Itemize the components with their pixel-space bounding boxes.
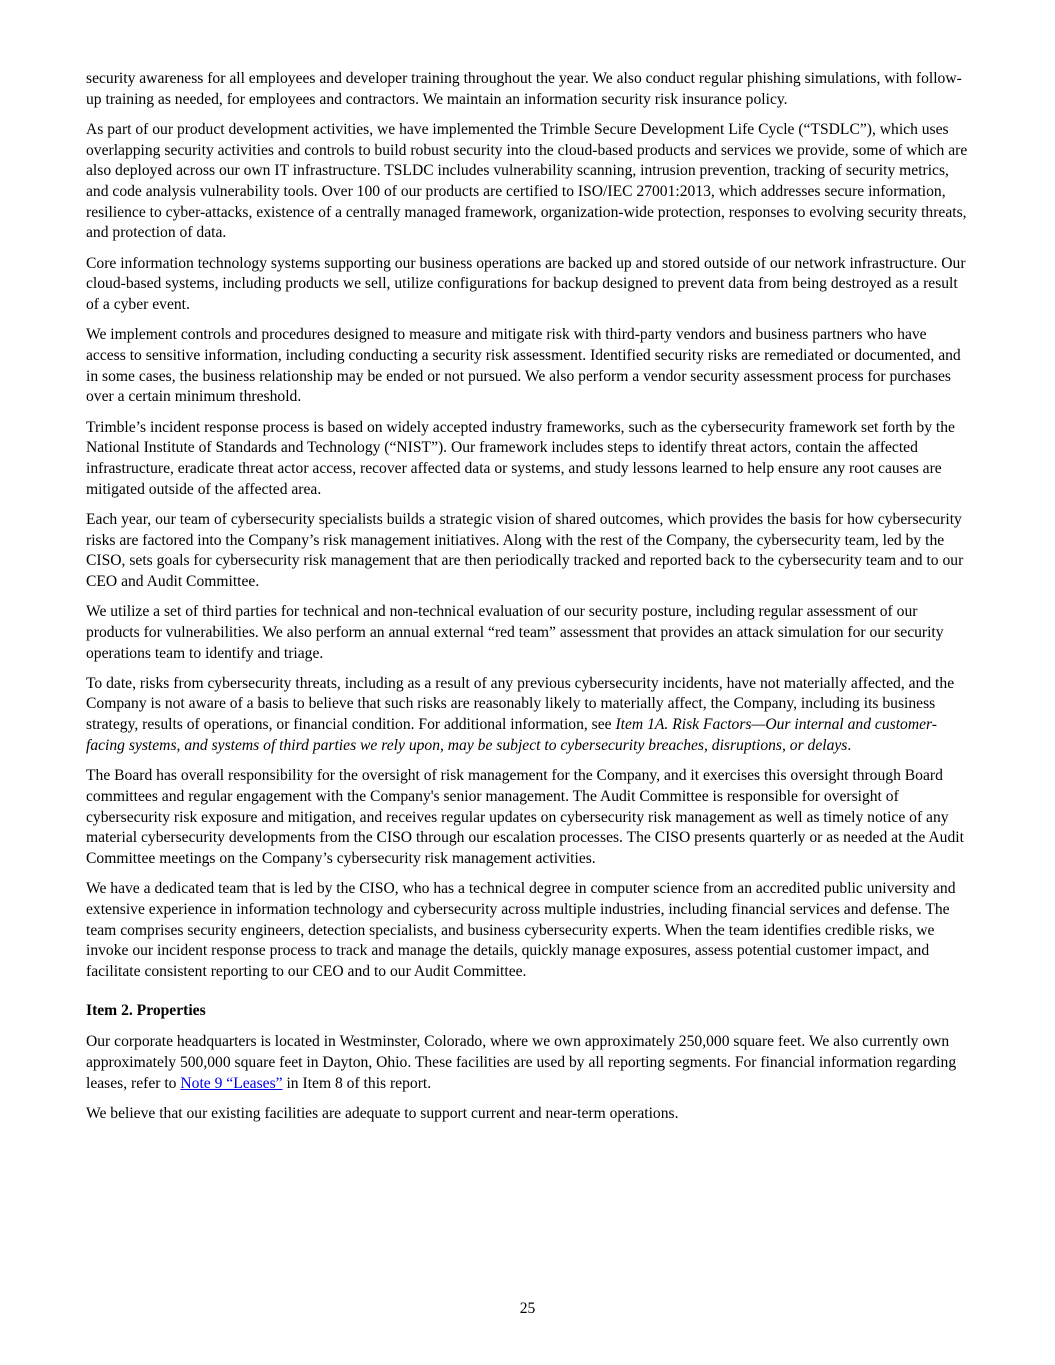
paragraph-strategic-vision: Each year, our team of cybersecurity specialists builds a strategic vision of shared outcomes, which provides the basis for how cybersecurity risks are factored into the Company’s risk management initiatives. Along with the rest of the Company, the cybersecurity team, led by the CISO, sets goals for cybersecurity risk management that are then periodically tracked and reported back to the cybersecurity team and to our CEO and Audit Committee. — [86, 510, 964, 590]
risk-text: To date, risks from cybersecurity threats, including as a result of any previous cybersecurity incidents, have not materially affected, and the Company is not aware of a basis to believe that such risks are reasonably likely to materially affect, the Company, including its business strategy, results of operations, or financial condition. For additional information, see — [86, 674, 955, 734]
paragraph-tsdlc: As part of our product development activities, we have implemented the Trimble Secure Development Life Cycle (“TSDLC”), which uses overlapping security activities and controls to build robust security into the cloud-based products and services we provide, some of which are also deployed across our own IT infrastructure. TSLDC includes vulnerability scanning, intrusion prevention, tracking of security metrics, and code analysis vulnerability tools. Over 100 of our products are certified to ISO/IEC 27001:2013, which addresses secure information, resilience to cyber-attacks, existence of a centrally managed framework, organization-wide protection, responses to evolving security threats, and protection of data. — [86, 120, 968, 242]
headquarters-text: Our corporate headquarters is located in Westminster, Colorado, where we own approximately 250,000 square feet. We also currently own approximately 500,000 square feet in Dayton, Ohio. These facilities are used by all reporting segments. For financial information regarding leases, refer to — [86, 1033, 957, 1092]
note-9-leases-link[interactable]: Note 9 “Leases” — [180, 1074, 283, 1092]
document-page — [86, 69, 968, 1134]
section-heading-properties: Item 2. Properties — [86, 1001, 206, 1019]
paragraph-facilities-adequate: We believe that our existing facilities are adequate to support current and near-term operations. — [86, 1104, 679, 1122]
paragraph-ciso-team: We have a dedicated team that is led by the CISO, who has a technical degree in computer science from an accredited public university and extensive experience in information technology and cybersecurity across multiple industries, including financial services and defense. The team comprises security engineers, detection specialists, and business cybersecurity experts. When the team identifies credible risks, we invoke our incident response process to track and manage the details, quickly manage exposures, assess potential customer impact, and facilitate consistent reporting to our CEO and to our Audit Committee. — [86, 880, 956, 980]
paragraph-third-party-vendors: We implement controls and procedures designed to measure and mitigate risk with third-party vendors and business partners who have access to sensitive information, including conducting a security risk assessment. Identified security risks are remediated or documented, and in some cases, the business relationship may be ended or not pursued. We also perform a vendor security assessment process for purchases over a certain minimum threshold. — [86, 326, 961, 406]
paragraph-third-party-evaluation: We utilize a set of third parties for technical and non-technical evaluation of our security posture, including regular assessment of our products for vulnerabilities. We also perform an annual external “red team” assessment that provides an attack simulation for our security operations team to identify and triage. — [86, 603, 944, 662]
risk-factors-reference: Item 1A. Risk Factors—Our internal and customer-facing systems, and systems of third parties we rely upon, may be subject to cybersecurity breaches, disruptions, or delays — [86, 716, 937, 754]
headquarters-text-end: in Item 8 of this report. — [282, 1074, 432, 1092]
paragraph-incident-response: Trimble’s incident response process is based on widely accepted industry frameworks, such as the cybersecurity framework set forth by the National Institute of Standards and Technology (“NIST”). Our framework includes steps to identify threat actors, contain the affected infrastructure, eradicate threat actor access, recover affected data or systems, and study lessons learned to help ensure any root causes are mitigated outside of the affected area. — [86, 418, 955, 498]
paragraph-security-awareness: security awareness for all employees and developer training throughout the year. We also conduct regular phishing simulations, with follow-up training as needed, for employees and contractors. We maintain an information security risk insurance policy. — [86, 70, 962, 108]
paragraph-board-oversight: The Board has overall responsibility for the oversight of risk management for the Company, and it exercises this oversight through Board committees and regular engagement with the Company's senior management. The Audit Committee is responsible for oversight of cybersecurity risk exposure and mitigation, and receives regular updates on cybersecurity risk management as well as timely notice of any material cybersecurity developments from the CISO through our escalation processes. The CISO presents quarterly or as needed at the Audit Committee meetings on the Company’s cybersecurity risk management activities. — [86, 767, 964, 867]
risk-end: . — [847, 736, 852, 754]
paragraph-risk-to-date — [86, 674, 968, 757]
page-number: 25 — [519, 1300, 536, 1317]
paragraph-backup: Core information technology systems supporting our business operations are backed up and stored outside of our network infrastructure. Our cloud-based systems, including products we sell, utilize configurations for backup designed to prevent data from being destroyed as a result of a cyber event. — [86, 254, 966, 314]
paragraph-headquarters — [86, 1032, 968, 1094]
